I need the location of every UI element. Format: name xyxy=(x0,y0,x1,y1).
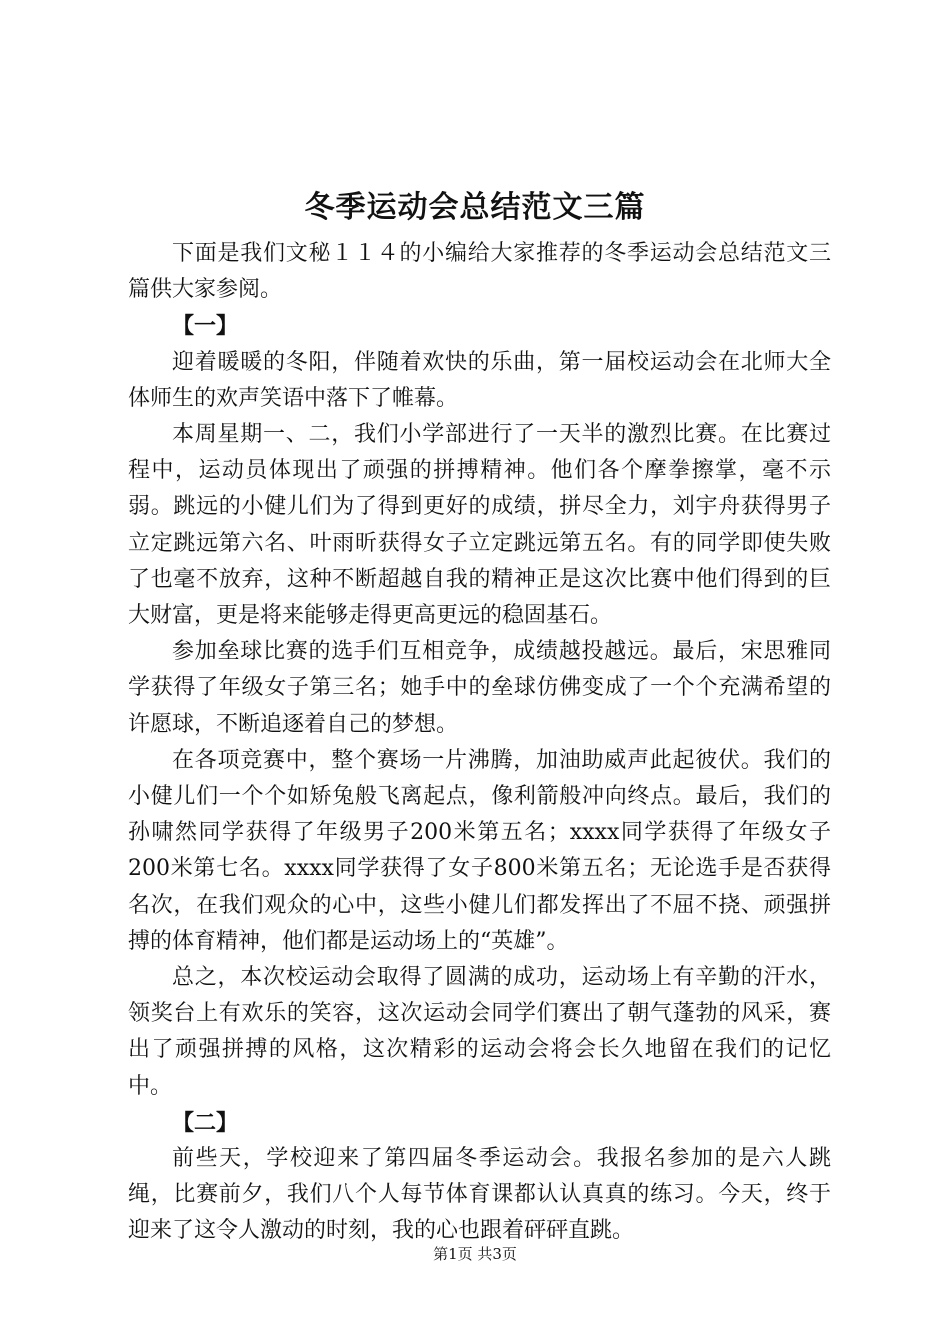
intro-paragraph: 下面是我们文秘１１４的小编给大家推荐的冬季运动会总结范文三篇供大家参阅。 xyxy=(128,241,831,303)
section1-paragraph: 在各项竞赛中，整个赛场一片沸腾，加油助威声此起彼伏。我们的小健儿们一个个如矫兔般飞离起点，像利箭般冲向终点。最后，我们的孙啸然同学获得了年级男子200米第五名；xxxx同学获得了年级女子200米第七名。xxxx同学获得了女子800米第五名；无论选手是否获得名次，在我们观众的心中，这些小健儿们都发挥出了不屈不挠、顽强拼搏的体育精神，他们都是运动场上的“英雄”。 xyxy=(128,747,831,954)
section1-paragraph: 参加垒球比赛的选手们互相竞争，成绩越投越远。最后，宋思雅同学获得了年级女子第三名；她手中的垒球仿佛变成了一个个充满希望的许愿球，不断追逐着自己的梦想。 xyxy=(128,639,831,737)
document-title: 冬季运动会总结范文三篇 xyxy=(304,190,646,225)
section1-paragraph: 总之，本次校运动会取得了圆满的成功，运动场上有辛勤的汗水，领奖台上有欢乐的笑容，这次运动会同学们赛出了朝气蓬勃的风采，赛出了顽强拼搏的风格，这次精彩的运动会将会长久地留在我们的记忆中。 xyxy=(128,965,831,1099)
page-footer: 第1页 共3页 xyxy=(433,1245,517,1263)
section2-paragraph: 前些天，学校迎来了第四届冬季运动会。我报名参加的是六人跳绳，比赛前夕，我们八个人每节体育课都认认真真的练习。今天，终于迎来了这令人激动的时刻，我的心也跟着砰砰直跳。 xyxy=(128,1146,831,1244)
section1-paragraph: 本周星期一、二，我们小学部进行了一天半的激烈比赛。在比赛过程中，运动员体现出了顽强的拼搏精神。他们各个摩拳擦掌，毫不示弱。跳远的小健儿们为了得到更好的成绩，拼尽全力，刘宇舟获得男子立定跳远第六名、叶雨昕获得女子立定跳远第五名。有的同学即使失败了也毫不放弃，这种不断超越自我的精神正是这次比赛中他们得到的巨大财富，更是将来能够走得更高更远的稳固基石。 xyxy=(128,422,831,629)
section-heading-1: 【一】 xyxy=(172,313,239,340)
section-heading-2: 【二】 xyxy=(172,1109,239,1136)
section1-paragraph: 迎着暖暖的冬阳，伴随着欢快的乐曲，第一届校运动会在北师大全体师生的欢声笑语中落下了帷幕。 xyxy=(128,349,831,411)
document-body xyxy=(128,236,831,1250)
